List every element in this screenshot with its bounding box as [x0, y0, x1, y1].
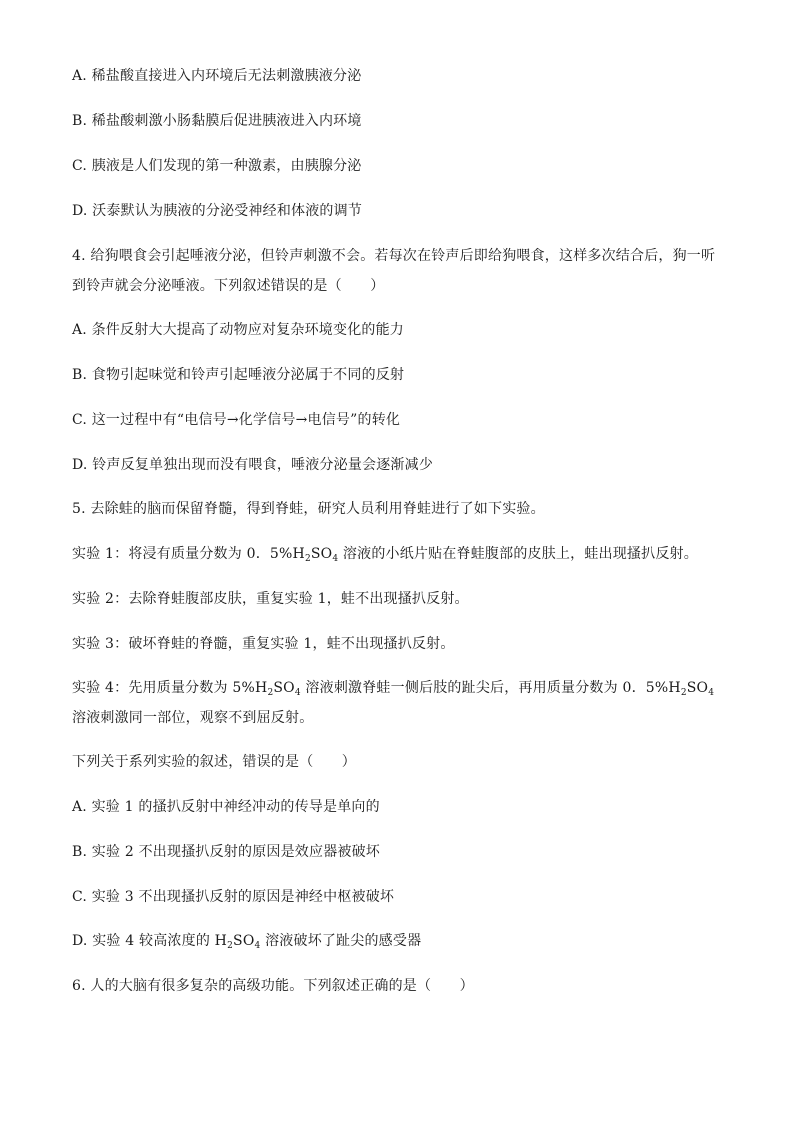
q4-option-a: A. 条件反射大大提高了动物应对复杂环境变化的能力	[72, 322, 405, 338]
q6-stem: 6. 人的大脑有很多复杂的高级功能。下列叙述正确的是（ ）	[72, 978, 474, 994]
q3-option-a: A. 稀盐酸直接进入内环境后无法刺激胰液分泌	[72, 68, 362, 84]
q4-option-d: D. 铃声反复单独出现而没有喂食，唾液分泌量会逐渐减少	[72, 457, 434, 473]
q5-experiment-1: 实验 1：将浸有质量分数为 0．$5\%H_2SO_4$ 溶液的小纸片贴在脊蛙腹部的皮肤上，蛙出现搔扒反射。	[72, 546, 698, 564]
q3-option-c: C. 胰液是人们发现的第一种激素，由胰腺分泌	[72, 158, 362, 174]
q4-option-c: C. 这一过程中有“电信号→化学信号→电信号”的转化	[72, 412, 401, 428]
q4-stem: 4. 给狗喂食会引起唾液分泌，但铃声刺激不会。若每次在铃声后即给狗喂食，这样多次结合后，狗一听到铃声就会分泌唾液。下列叙述错误的是（ ）	[72, 248, 716, 294]
q4-option-b: B. 食物引起味觉和铃声引起唾液分泌属于不同的反射	[72, 367, 405, 383]
q5-experiment-3: 实验 3：破坏脊蛙的脊髓，重复实验 1，蛙不出现搔扒反射。	[72, 636, 455, 652]
q5-question: 下列关于系列实验的叙述，错误的是（ ）	[72, 754, 356, 770]
q5-stem: 5. 去除蛙的脑而保留脊髓，得到脊蛙，研究人员利用脊蛙进行了如下实验。	[72, 501, 545, 517]
q5-option-a: A. 实验 1 的搔扒反射中神经冲动的传导是单向的	[72, 799, 380, 815]
q5-option-d: D. 实验 4 较高浓度的 $H_2SO_4$ 溶液破坏了趾尖的感受器	[72, 933, 422, 951]
q5-experiment-4: 实验 4：先用质量分数为 $5\%H_2SO_4$ 溶液刺激脊蛙一侧后肢的趾尖后，再用质量分数为 0．$5\%H_2SO_4$ 溶液刺激同一部位，观察不到屈反射。	[72, 680, 715, 726]
q3-option-b: B. 稀盐酸刺激小肠黏膜后促进胰液进入内环境	[72, 113, 362, 129]
q5-experiment-2: 实验 2：去除脊蛙腹部皮肤，重复实验 1，蛙不出现搔扒反射。	[72, 591, 469, 607]
q3-option-d: D. 沃泰默认为胰液的分泌受神经和体液的调节	[72, 203, 363, 219]
q5-option-b: B. 实验 2 不出现搔扒反射的原因是效应器被破坏	[72, 844, 380, 860]
q5-option-c: C. 实验 3 不出现搔扒反射的原因是神经中枢被破坏	[72, 889, 395, 905]
